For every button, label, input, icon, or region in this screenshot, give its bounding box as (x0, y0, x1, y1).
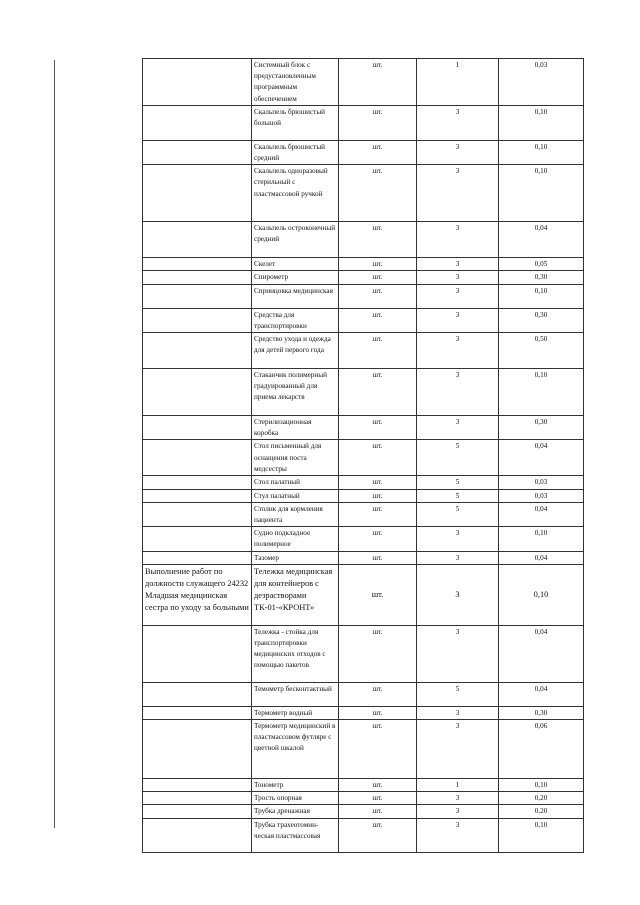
item-rate: 0,03 (499, 489, 584, 502)
item-name: Трость опорная (252, 792, 339, 805)
item-rate: 0,50 (499, 333, 584, 369)
item-unit: шт. (339, 284, 417, 308)
item-rate: 0,03 (499, 59, 584, 106)
item-name: Стаканчик полимерный градуированный для приема лекарств (252, 369, 339, 416)
section-cell (143, 59, 252, 106)
item-name: Термометр медицинский в пластмассовом футляре с цветной шкалой (252, 720, 339, 779)
section-cell (143, 140, 252, 164)
section-cell (143, 222, 252, 258)
item-unit: шт. (339, 476, 417, 489)
table-row (143, 369, 584, 416)
section-cell (143, 308, 252, 332)
section-cell (143, 818, 252, 852)
item-name: Тележка медицинская для контейнеров с дезрастворами ТК-01-«КРОНТ» (252, 564, 339, 625)
table-row (143, 779, 584, 792)
item-unit: шт. (339, 105, 417, 140)
item-qty: 3 (417, 551, 499, 564)
section-cell (143, 489, 252, 502)
item-rate: 0,04 (499, 551, 584, 564)
item-unit: шт. (339, 805, 417, 818)
table-row (143, 502, 584, 526)
item-unit: шт. (339, 625, 417, 682)
item-name: Скелет (252, 258, 339, 271)
item-qty: 1 (417, 779, 499, 792)
item-rate: 0,10 (499, 369, 584, 416)
item-rate: 0,10 (499, 818, 584, 852)
table-row (143, 333, 584, 369)
item-name: Трубка дренажная (252, 805, 339, 818)
item-qty: 3 (417, 625, 499, 682)
section-cell (143, 416, 252, 440)
item-unit: шт. (339, 333, 417, 369)
item-rate: 0,04 (499, 625, 584, 682)
item-unit: шт. (339, 792, 417, 805)
section-cell (143, 551, 252, 564)
table-row (143, 440, 584, 476)
item-rate: 0,10 (499, 284, 584, 308)
table-row (143, 527, 584, 551)
item-qty: 3 (417, 284, 499, 308)
section-cell (143, 333, 252, 369)
section-cell (143, 527, 252, 551)
item-qty: 3 (417, 258, 499, 271)
item-unit: шт. (339, 258, 417, 271)
item-name: Стол палатный (252, 476, 339, 489)
section-cell (143, 105, 252, 140)
section-cell (143, 682, 252, 706)
item-name: Стул палатный (252, 489, 339, 502)
item-qty: 3 (417, 527, 499, 551)
item-qty: 3 (417, 369, 499, 416)
table-row (143, 59, 584, 106)
table-row (143, 564, 584, 625)
item-name: Скальпель одноразовый стерильный с пластмассовой ручкой (252, 165, 339, 222)
item-name: Тазомер (252, 551, 339, 564)
table-row (143, 308, 584, 332)
table-row (143, 682, 584, 706)
item-unit: шт. (339, 564, 417, 625)
item-qty: 3 (417, 165, 499, 222)
item-rate: 0,10 (499, 165, 584, 222)
item-qty: 5 (417, 476, 499, 489)
item-rate: 0,20 (499, 792, 584, 805)
item-name: Темометр бесконтактный (252, 682, 339, 706)
item-name: Столик для кормления пациента (252, 502, 339, 526)
item-unit: шт. (339, 271, 417, 284)
item-name: Системный блок с предустановленным программным обеспечением (252, 59, 339, 106)
item-name: Средства для транспортировки (252, 308, 339, 332)
section-cell (143, 440, 252, 476)
table-row (143, 140, 584, 164)
item-unit: шт. (339, 440, 417, 476)
item-rate: 0,10 (499, 564, 584, 625)
item-unit: шт. (339, 222, 417, 258)
item-name: Стерилизационная коробка (252, 416, 339, 440)
item-name: Спирометр (252, 271, 339, 284)
item-rate: 0,30 (499, 416, 584, 440)
section-cell (143, 805, 252, 818)
item-rate: 0,05 (499, 258, 584, 271)
item-qty: 5 (417, 502, 499, 526)
item-name: Трубка трахеотомин-ческая пластмассовая (252, 818, 339, 852)
table-row (143, 792, 584, 805)
section-cell (143, 284, 252, 308)
section-cell (143, 476, 252, 489)
item-rate: 0,30 (499, 706, 584, 719)
item-unit: шт. (339, 706, 417, 719)
item-rate: 0,10 (499, 140, 584, 164)
item-unit: шт. (339, 59, 417, 106)
item-qty: 3 (417, 818, 499, 852)
table-row (143, 489, 584, 502)
table-row (143, 476, 584, 489)
item-qty: 3 (417, 271, 499, 284)
item-qty: 3 (417, 416, 499, 440)
item-unit: шт. (339, 682, 417, 706)
section-cell (143, 706, 252, 719)
section-cell (143, 258, 252, 271)
item-name: Скальпель брюшистый средний (252, 140, 339, 164)
item-rate: 0,20 (499, 805, 584, 818)
item-rate: 0,04 (499, 222, 584, 258)
item-rate: 0,10 (499, 527, 584, 551)
table-row (143, 805, 584, 818)
item-name: Стол письменный для оснащения поста медсестры (252, 440, 339, 476)
item-qty: 3 (417, 706, 499, 719)
item-qty: 3 (417, 222, 499, 258)
item-name: Тележка - стойка для транспортировки медицинских отходов с помощью пакетов (252, 625, 339, 682)
table-row (143, 706, 584, 719)
section-cell (143, 502, 252, 526)
item-qty: 5 (417, 489, 499, 502)
item-rate: 0,06 (499, 720, 584, 779)
item-unit: шт. (339, 416, 417, 440)
table-row (143, 105, 584, 140)
table-row (143, 416, 584, 440)
table-row (143, 720, 584, 779)
item-unit: шт. (339, 720, 417, 779)
margin-rule (54, 60, 55, 828)
item-rate: 0,30 (499, 308, 584, 332)
item-unit: шт. (339, 308, 417, 332)
work-block-label: Выполнение работ по должности служащего 24232 Младшая медицинская сестра по уходу за больными (143, 564, 252, 625)
item-rate: 0,10 (499, 779, 584, 792)
item-unit: шт. (339, 527, 417, 551)
item-unit: шт. (339, 489, 417, 502)
item-qty: 3 (417, 105, 499, 140)
table-row (143, 818, 584, 852)
table-row (143, 625, 584, 682)
item-unit: шт. (339, 140, 417, 164)
table-row (143, 258, 584, 271)
section-cell (143, 625, 252, 682)
item-name: Скальпель остроконечный средний (252, 222, 339, 258)
equipment-table (142, 58, 584, 853)
item-qty: 3 (417, 720, 499, 779)
item-unit: шт. (339, 779, 417, 792)
item-qty: 3 (417, 308, 499, 332)
section-cell (143, 720, 252, 779)
item-unit: шт. (339, 369, 417, 416)
item-rate: 0,03 (499, 476, 584, 489)
item-qty: 3 (417, 333, 499, 369)
item-rate: 0,30 (499, 271, 584, 284)
item-unit: шт. (339, 165, 417, 222)
item-name: Тонометр (252, 779, 339, 792)
item-unit: шт. (339, 551, 417, 564)
table-row (143, 271, 584, 284)
item-name: Термометр водный (252, 706, 339, 719)
item-name: Скальпель брюшистый большой (252, 105, 339, 140)
item-qty: 3 (417, 792, 499, 805)
item-qty: 3 (417, 564, 499, 625)
item-unit: шт. (339, 818, 417, 852)
table-row (143, 165, 584, 222)
item-qty: 5 (417, 682, 499, 706)
item-qty: 3 (417, 140, 499, 164)
item-rate: 0,04 (499, 682, 584, 706)
table-row (143, 551, 584, 564)
table-row (143, 222, 584, 258)
item-rate: 0,10 (499, 105, 584, 140)
section-cell (143, 779, 252, 792)
item-qty: 3 (417, 805, 499, 818)
section-cell (143, 369, 252, 416)
item-qty: 5 (417, 440, 499, 476)
item-rate: 0,04 (499, 502, 584, 526)
item-unit: шт. (339, 502, 417, 526)
item-name: Судно подкладное полимерное (252, 527, 339, 551)
item-rate: 0,04 (499, 440, 584, 476)
item-qty: 1 (417, 59, 499, 106)
item-name: Средство ухода и одежда для детей первого года (252, 333, 339, 369)
section-cell (143, 271, 252, 284)
item-name: Спринцовка медицинская (252, 284, 339, 308)
section-cell (143, 165, 252, 222)
section-cell (143, 792, 252, 805)
table-row (143, 284, 584, 308)
